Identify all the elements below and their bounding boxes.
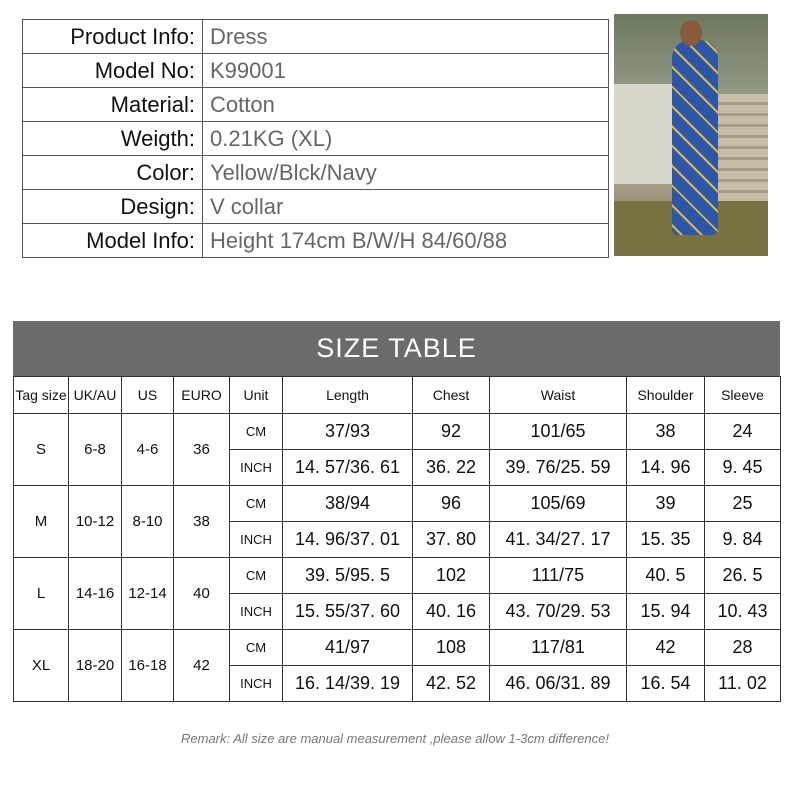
measure-cell: 14. 96/37. 01	[283, 522, 413, 558]
product-info-table	[22, 19, 609, 258]
measure-cell: 41. 34/27. 17	[490, 522, 627, 558]
measure-cell: 16. 54	[627, 666, 705, 702]
unit-cell: CM	[230, 630, 283, 666]
info-value: V collar	[203, 190, 609, 224]
info-label: Material:	[23, 88, 203, 122]
info-row	[23, 88, 609, 122]
measure-cell: 9. 84	[705, 522, 781, 558]
info-label: Color:	[23, 156, 203, 190]
size-tag-cell: S	[14, 414, 69, 486]
measure-cell: 28	[705, 630, 781, 666]
size-header-cell: Chest	[413, 377, 490, 414]
size-tag-cell: M	[14, 486, 69, 558]
measure-cell: 25	[705, 486, 781, 522]
size-euro-cell: 38	[174, 486, 230, 558]
measure-cell: 15. 94	[627, 594, 705, 630]
size-us-cell: 8-10	[122, 486, 174, 558]
info-row	[23, 122, 609, 156]
measure-cell: 11. 02	[705, 666, 781, 702]
size-header-cell: Length	[283, 377, 413, 414]
size-header-cell: EURO	[174, 377, 230, 414]
size-uk-cell: 10-12	[69, 486, 122, 558]
info-row	[23, 190, 609, 224]
measure-cell: 42	[627, 630, 705, 666]
measure-cell: 46. 06/31. 89	[490, 666, 627, 702]
measure-cell: 14. 96	[627, 450, 705, 486]
unit-cell: INCH	[230, 522, 283, 558]
info-value: Height 174cm B/W/H 84/60/88	[203, 224, 609, 258]
size-table-header-row	[14, 377, 781, 414]
measure-cell: 108	[413, 630, 490, 666]
measure-cell: 37. 80	[413, 522, 490, 558]
size-header-cell: UK/AU	[69, 377, 122, 414]
remark-text: Remark: All size are manual measurement ,please allow 1-3cm difference!	[181, 731, 609, 746]
info-value: Dress	[203, 20, 609, 54]
size-us-cell: 16-18	[122, 630, 174, 702]
measure-cell: 15. 55/37. 60	[283, 594, 413, 630]
size-header-cell: US	[122, 377, 174, 414]
size-row-cm	[14, 630, 781, 666]
size-header-cell: Tag size	[14, 377, 69, 414]
measure-cell: 15. 35	[627, 522, 705, 558]
info-row	[23, 20, 609, 54]
measure-cell: 37/93	[283, 414, 413, 450]
measure-cell: 39. 5/95. 5	[283, 558, 413, 594]
measure-cell: 105/69	[490, 486, 627, 522]
unit-cell: CM	[230, 486, 283, 522]
measure-cell: 117/81	[490, 630, 627, 666]
measure-cell: 40. 5	[627, 558, 705, 594]
measure-cell: 38	[627, 414, 705, 450]
measure-cell: 36. 22	[413, 450, 490, 486]
unit-cell: CM	[230, 558, 283, 594]
measure-cell: 43. 70/29. 53	[490, 594, 627, 630]
info-label: Design:	[23, 190, 203, 224]
measure-cell: 39. 76/25. 59	[490, 450, 627, 486]
size-header-cell: Sleeve	[705, 377, 781, 414]
info-row	[23, 54, 609, 88]
unit-cell: CM	[230, 414, 283, 450]
size-euro-cell: 40	[174, 558, 230, 630]
measure-cell: 96	[413, 486, 490, 522]
measure-cell: 39	[627, 486, 705, 522]
unit-cell: INCH	[230, 450, 283, 486]
size-tag-cell: L	[14, 558, 69, 630]
size-header-cell: Unit	[230, 377, 283, 414]
measure-cell: 41/97	[283, 630, 413, 666]
size-uk-cell: 6-8	[69, 414, 122, 486]
measure-cell: 40. 16	[413, 594, 490, 630]
size-header-cell: Shoulder	[627, 377, 705, 414]
info-value: Yellow/Blck/Navy	[203, 156, 609, 190]
info-row	[23, 224, 609, 258]
model-photo	[614, 14, 768, 256]
info-value: Cotton	[203, 88, 609, 122]
measure-cell: 92	[413, 414, 490, 450]
measure-cell: 14. 57/36. 61	[283, 450, 413, 486]
measure-cell: 16. 14/39. 19	[283, 666, 413, 702]
size-table	[13, 376, 781, 702]
measure-cell: 10. 43	[705, 594, 781, 630]
info-label: Product Info:	[23, 20, 203, 54]
unit-cell: INCH	[230, 666, 283, 702]
measure-cell: 9. 45	[705, 450, 781, 486]
size-row-cm	[14, 414, 781, 450]
size-header-cell: Waist	[490, 377, 627, 414]
unit-cell: INCH	[230, 594, 283, 630]
size-us-cell: 4-6	[122, 414, 174, 486]
size-us-cell: 12-14	[122, 558, 174, 630]
info-row	[23, 156, 609, 190]
measure-cell: 111/75	[490, 558, 627, 594]
size-table-title: SIZE TABLE	[13, 321, 780, 376]
info-label: Model No:	[23, 54, 203, 88]
info-label: Weigth:	[23, 122, 203, 156]
measure-cell: 26. 5	[705, 558, 781, 594]
measure-cell: 102	[413, 558, 490, 594]
measure-cell: 24	[705, 414, 781, 450]
measure-cell: 42. 52	[413, 666, 490, 702]
size-row-cm	[14, 486, 781, 522]
size-uk-cell: 18-20	[69, 630, 122, 702]
measure-cell: 38/94	[283, 486, 413, 522]
info-label: Model Info:	[23, 224, 203, 258]
measure-cell: 101/65	[490, 414, 627, 450]
size-uk-cell: 14-16	[69, 558, 122, 630]
size-row-cm	[14, 558, 781, 594]
info-value: 0.21KG (XL)	[203, 122, 609, 156]
size-euro-cell: 36	[174, 414, 230, 486]
size-tag-cell: XL	[14, 630, 69, 702]
size-euro-cell: 42	[174, 630, 230, 702]
info-value: K99001	[203, 54, 609, 88]
